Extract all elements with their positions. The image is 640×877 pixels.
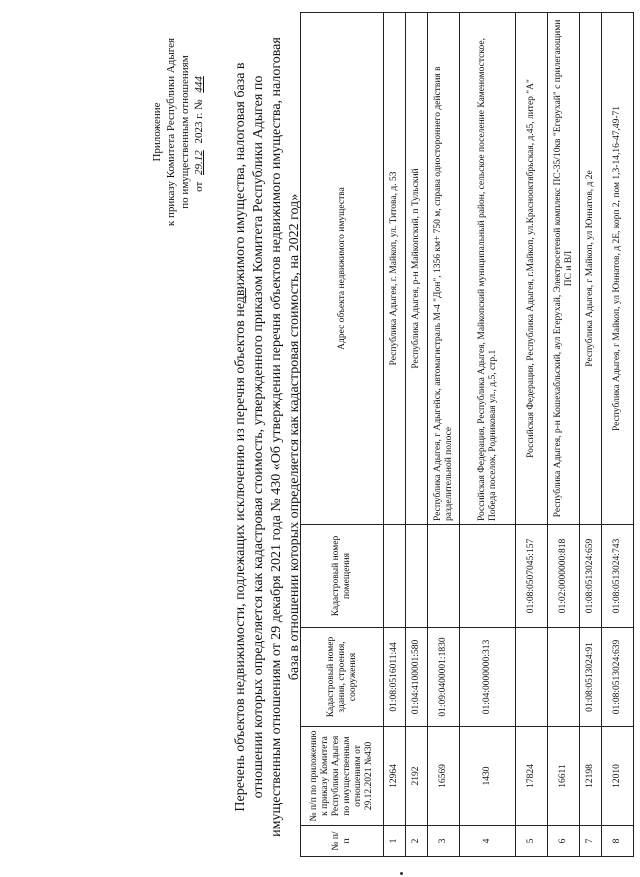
cell-num: 6 xyxy=(548,826,580,857)
cell-num: 7 xyxy=(580,826,602,857)
cell-room-cadastral: 01:08:0513024:659 xyxy=(580,525,602,628)
table-row xyxy=(516,13,548,857)
objects-table xyxy=(300,12,634,857)
table-row xyxy=(460,13,516,857)
cell-address: Республика Адыгея, г Майкоп, ул Юннатов, д 2Е, корп 2, пом 1,3-14,16-47,49-71 xyxy=(602,13,634,525)
table-row xyxy=(580,13,602,857)
appendix-block xyxy=(150,27,206,237)
header-num: № п/п xyxy=(301,826,384,857)
header-prev-num: № п/п по приложению к приказу Комитета Республики Адыгея по имущественным отношениям от 29.12.2021 №430 xyxy=(301,727,384,826)
cell-address: Российская Федерация, Республика Адыгея, г.Майкоп, ул.Краснооктябрьская, д.45, литер "А" xyxy=(516,13,548,525)
table-header-row xyxy=(301,13,384,857)
cell-building-cadastral: 01:08:0516011:44 xyxy=(384,628,406,727)
cell-room-cadastral xyxy=(460,525,516,628)
cell-num: 8 xyxy=(602,826,634,857)
cell-building-cadastral: 01:04:0000000:313 xyxy=(460,628,516,727)
cell-prev-num: 12198 xyxy=(580,727,602,826)
cell-building-cadastral: 01:08:0513024:91 xyxy=(580,628,602,727)
cell-address: Республика Адыгея, р-н Майкопский, п Тульский xyxy=(406,13,428,525)
appendix-line-2: к приказу Комитета Республики Адыгея xyxy=(165,37,177,227)
cell-num: 2 xyxy=(406,826,428,857)
cell-room-cadastral: 01:02:0000000:818 xyxy=(548,525,580,628)
cell-prev-num: 16569 xyxy=(428,727,460,826)
cell-prev-num: 16611 xyxy=(548,727,580,826)
cell-building-cadastral xyxy=(548,628,580,727)
cell-address: Республика Адыгея, г. Майкоп, ул. Титова, д. 53 xyxy=(384,13,406,525)
scan-mark-dot xyxy=(400,872,403,875)
appendix-date-line xyxy=(192,27,206,237)
cell-address: Республика Адыгея, г Майкоп, ул Юннатов, д 2е xyxy=(580,13,602,525)
cell-building-cadastral: 01:04:4100001:580 xyxy=(406,628,428,727)
cell-room-cadastral xyxy=(406,525,428,628)
date-prefix: от xyxy=(193,181,205,192)
cell-num: 5 xyxy=(516,826,548,857)
table-row xyxy=(602,13,634,857)
header-room-cadastral: Кадастровый номер помещения xyxy=(301,525,384,628)
cell-num: 3 xyxy=(428,826,460,857)
cell-prev-num: 2192 xyxy=(406,727,428,826)
cell-address: Российская Федерация, Республика Адыгея, Майкопский муниципальный район, сельское поселение Каменомостское, Победа поселок, Родниковая ул., д.5, стр.1 xyxy=(460,13,516,525)
cell-building-cadastral: 01:08:0513024:639 xyxy=(602,628,634,727)
cell-address: Республика Адыгея, р-н Кошехабльский, аул Егерухай, Электросетевой комплекс ПС-35/10кв "Егерухай" с прилегающими ПС и ВЛ xyxy=(548,13,580,525)
header-address: Адрес объекта недвижимого имущества xyxy=(301,13,384,525)
table-row xyxy=(548,13,580,857)
table-row xyxy=(384,13,406,857)
cell-prev-num: 1430 xyxy=(460,727,516,826)
cell-prev-num: 12010 xyxy=(602,727,634,826)
cell-prev-num: 17824 xyxy=(516,727,548,826)
date-year: 2023 г. xyxy=(193,112,205,144)
header-building-cadastral: Кадастровый номер здания, строения, сооружения xyxy=(301,628,384,727)
appendix-line-1: Приложение xyxy=(151,102,163,162)
number-prefix: № xyxy=(193,99,205,110)
table-row xyxy=(406,13,428,857)
cell-room-cadastral: 01:08:0513024:743 xyxy=(602,525,634,628)
cell-room-cadastral xyxy=(428,525,460,628)
cell-num: 4 xyxy=(460,826,516,857)
cell-room-cadastral: 01:08:0507045:157 xyxy=(516,525,548,628)
cell-prev-num: 12964 xyxy=(384,727,406,826)
number-handwritten: 444 xyxy=(193,76,205,93)
table-row xyxy=(428,13,460,857)
cell-building-cadastral xyxy=(516,628,548,727)
cell-building-cadastral: 01:09:0400001:1830 xyxy=(428,628,460,727)
document-title: Перечень объектов недвижимости, подлежащих исключению из перечня объектов недвижимого имущества, налоговая база в отношении которых определяется как кадастровая стоимость, утвержденного приказом Комитета Республики Адыгея по имущественным отношениям от 29 декабря 2021 года № 430 «Об утверждении перечня объектов недвижимого имущества, налоговая база в отношении которых определяется как кадастровая стоимость, на 2022 год» xyxy=(233,37,302,837)
appendix-line-3: по имущественным отношениям xyxy=(179,55,191,209)
cell-room-cadastral xyxy=(384,525,406,628)
date-handwritten: 29.12 xyxy=(193,150,205,175)
cell-address: Республика Адыгея, г Адыгейск, автомагистраль М-4 "Дон", 1356 км+ 750 м, справа одностороннего действия в разделительной полосе xyxy=(428,13,460,525)
cell-num: 1 xyxy=(384,826,406,857)
